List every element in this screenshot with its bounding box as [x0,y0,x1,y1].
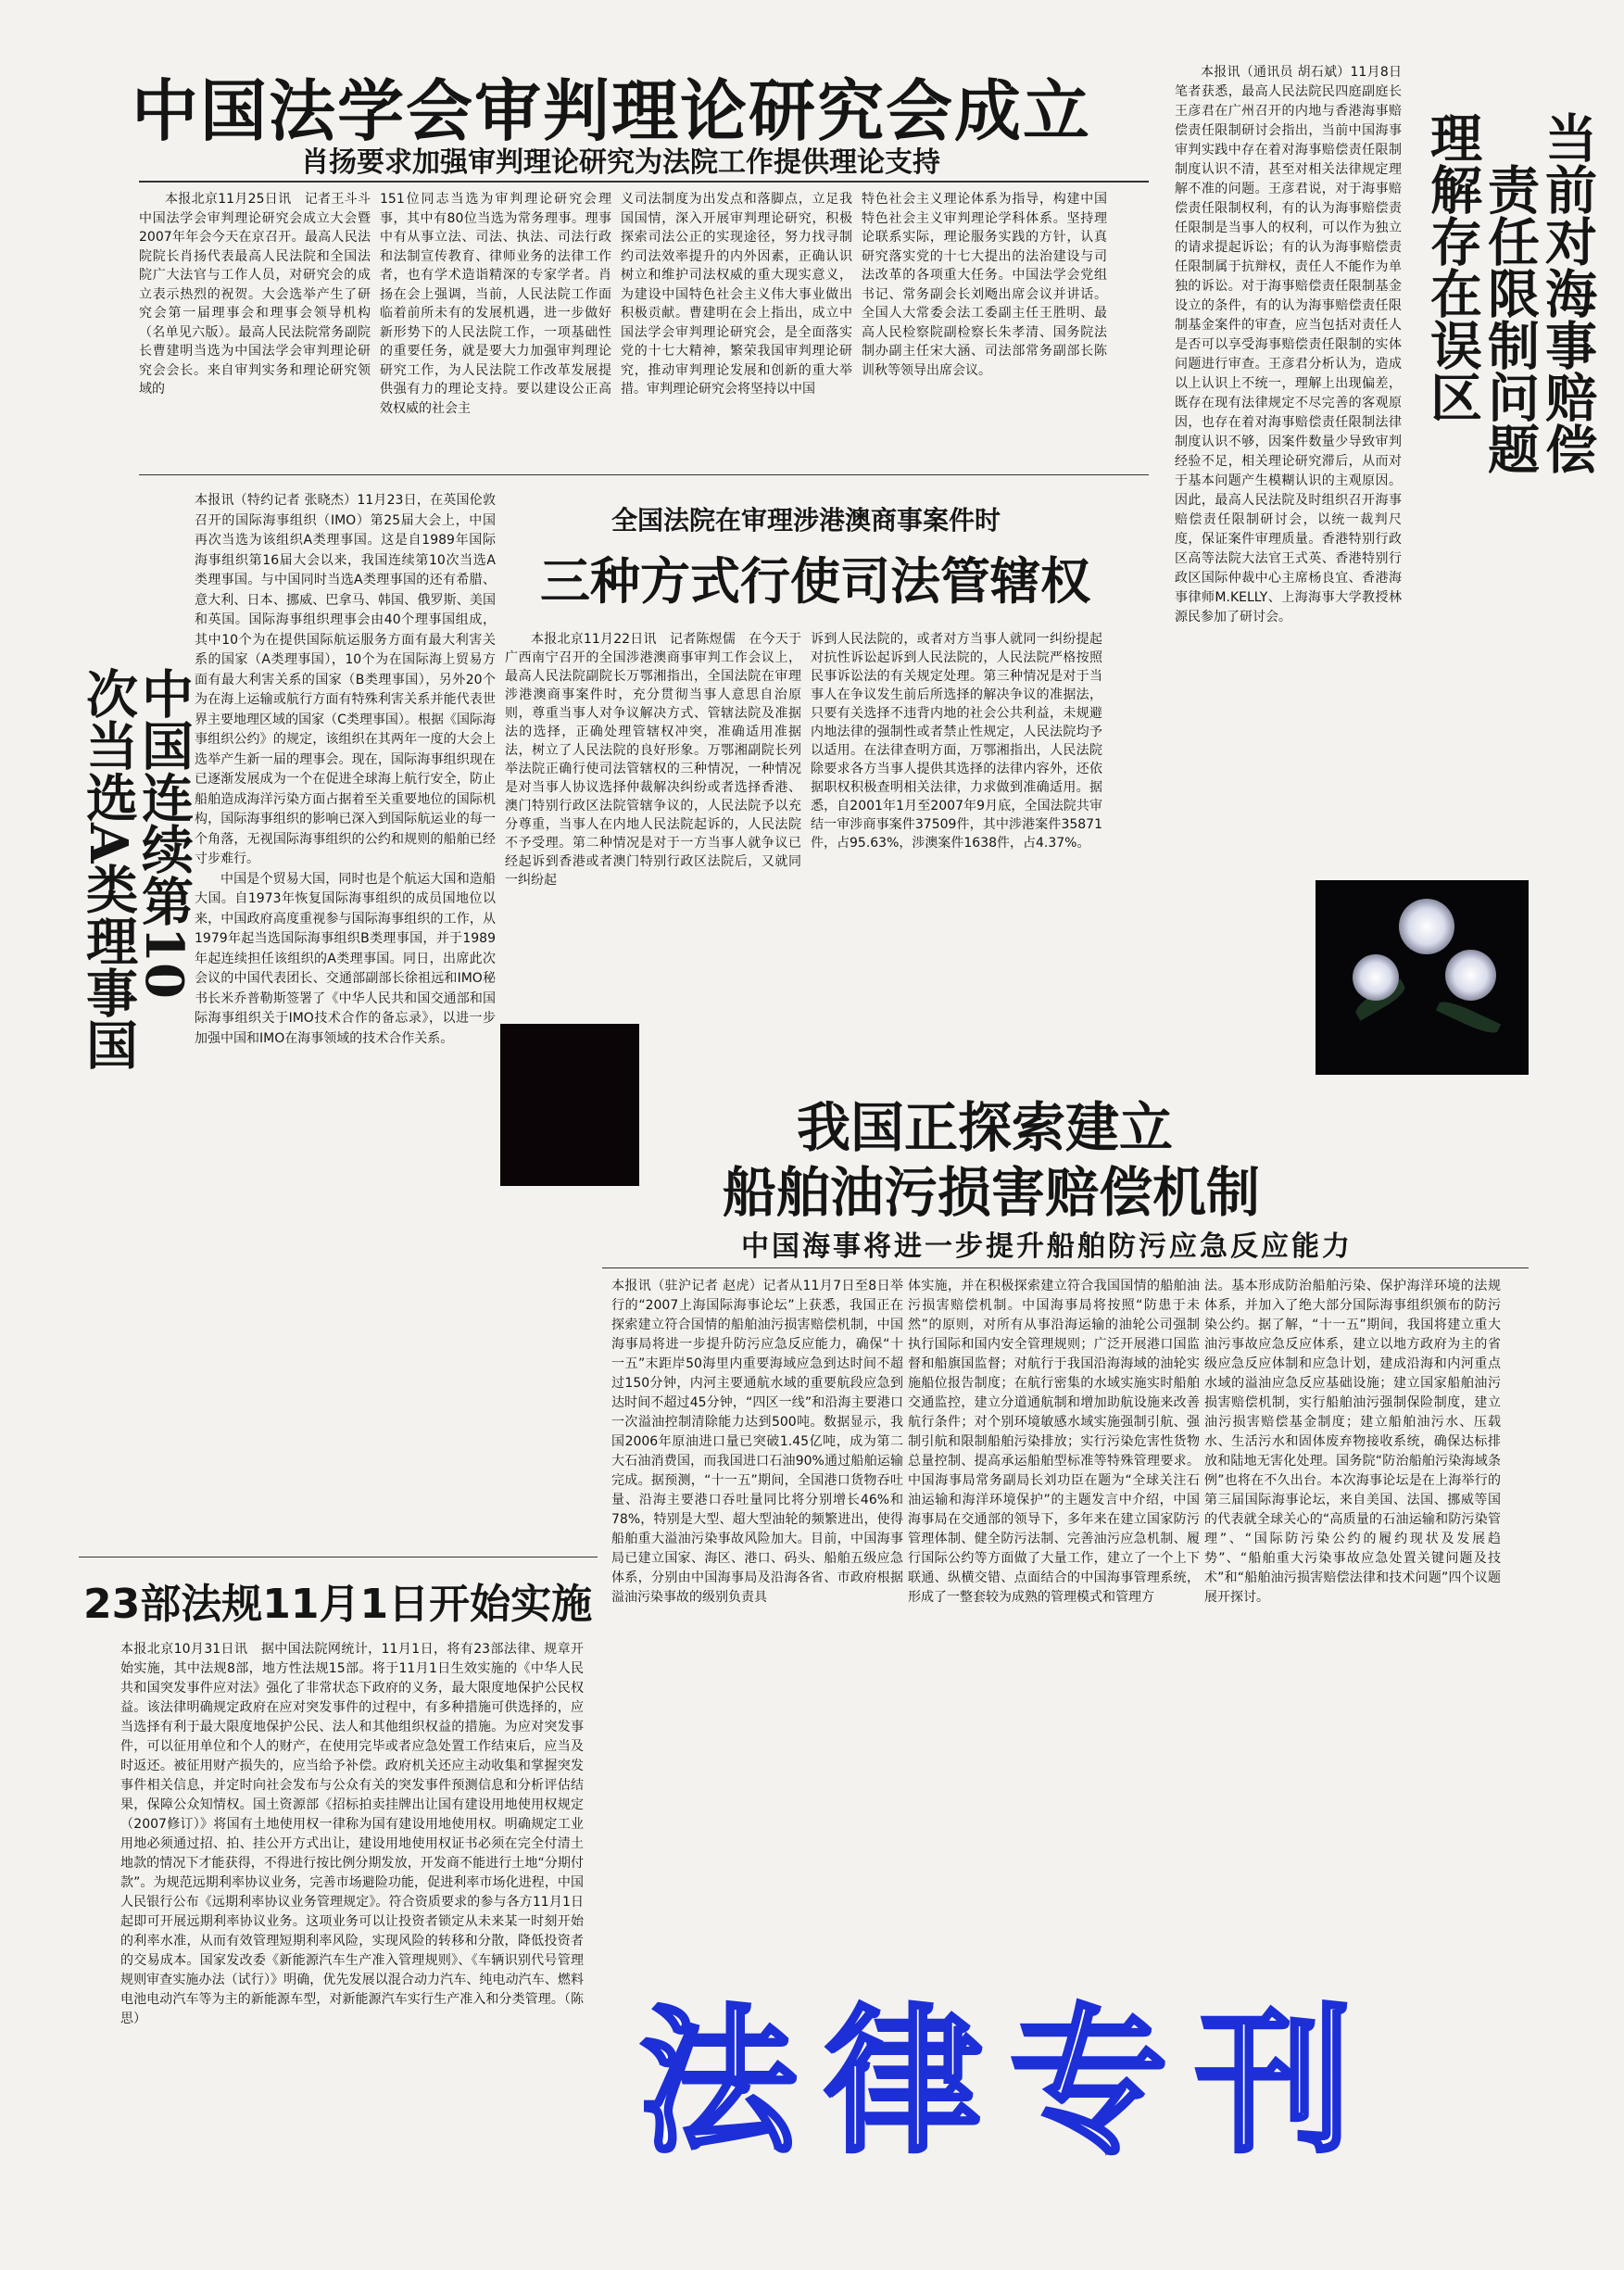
flower [1399,899,1454,954]
divider [602,1267,1529,1268]
article3-title [60,667,195,1260]
divider [139,474,1149,475]
article6-paragraph: 本报北京10月31日讯 据中国法院网统计，11月1日，将有23部法律、规章开始实施，其中法规8部，地方性法规15部。将于11月1日生效实施的《中华人民共和国突发事件应对法》强化了非常状态下政府的义务，最大限度地保护公民权益。该法律明确规定政府在应对突发事件的过程中，有多种措施可供选择的，应当选择有利于最大限度地保护公民、法人和其他组织权益的措施。为应对突发事件，可以征用单位和个人的财产，在使用完毕或者应急处置工作结束后，应当及时返还。被征用财产损失的，应当给予补偿。政府机关还应主动收集和掌握突发事件相关信息，并定时向社会发布与公众有关的突发事件预测信息和分析评估结果，保障公众知情权。国土资源部《招标拍卖挂牌出让国有建设用地使用权规定（2007修订）》将国有土地使用权一律称为国有建设用地使用权。明确规定工业用地必须通过招、拍、挂公开方式出让，建设用地使用权证书必须在完全付清土地款的情况下才能获得，不得进行按比例分期发放，开发商不能进行土地“分期付款”。为规范远期利率协议业务，完善市场避险功能，促进利率市场化进程，中国人民银行公布《远期利率协议业务管理规定》。符合资质要求的参与各方11月1日起即可开展远期利率协议业务。这项业务可以让投资者锁定从未来某一时刻开始的利率水准，从而有效管理短期利率风险，实现风险的转移和分散，降低投资者的交易成本。国家发改委《新能源汽车生产准入管理规则》、《车辆识别代号管理规则审查实施办法（试行）》明确，优先发展以混合动力汽车、纯电动汽车、燃料电池电动汽车等为主的新能源车型，对新能源汽车实行生产准入和分类管理。（陈思） [120,1642,584,2026]
article1-subtitle: 肖扬要求加强审判理论研究为法院工作提供理论支持 [301,146,940,179]
article1-paragraph: 义司法制度为出发点和落脚点，立足我国国情，深入开展审判理论研究，积极探索司法公正的实现途径，努力找寻制约司法效率提升的内外因素，正确认识树立和维护司法权威的重大现实意义，为建设中国特色社会主义伟大事业做出积极贡献。曹建明在会上指出，成立中国法学会审判理论研究会，是全面落实党的十七大精神，繁荣我国审判理论研究，推动审判理论发展和创新的重大举措。审判理论研究会将坚持以中国 [621,192,852,397]
article3-paragraph: 本报讯（特约记者 张晓杰）11月23日，在英国伦敦召开的国际海事组织（IMO）第25届大会上，中国再次当选为该组织A类理事国。这是自1989年国际海事组织第16届大会以来，我国连续第10次当选A类理事国。与中国同时当选A类理事国的还有希腊、意大利、日本、挪威、巴拿马、韩国、俄罗斯、美国和英国。国际海事组织理事会由40个理事国组成，其中10个为在提供国际航运服务方面有最大利害关系的国家（A类理事国），10个为在国际海上贸易方面有最大利害关系的国家（B类理事国），另外20个为在海上运输或航行方面有特殊利害关系并能代表世界主要地理区域的国家（C类理事国）。根据《国际海事组织公约》的规定，该组织在其两年一度的大会上选举产生新一届的理事会。现在，国际海事组织现在已逐渐发展成为一个在促进全球海上航行安全，防止船舶造成海洋污染方面占据着至关重要地位的国际机构，国际海事组织的影响已深入到国际航运业的每一个角落，无视国际海事组织的公约和规则的船舶已经寸步难行。 [195,493,496,866]
article6-text [120,1640,584,2233]
article5-paragraph: 法。基本形成防治船舶污染、保护海洋环境的法规体系，并加入了绝大部分国际海事组织颁布的防污染公约。据了解，“十一五”期间，我国将建立重大油污事故应急反应体系，建立以地方政府为主的省级应急反应体制和应急计划，建成沿海和内河重点水域的溢油应急反应基础设施；建立国家船舶油污损害赔偿机制，实行船舶油污强制保险制度，建立油污损害赔偿基金制度；建立船舶油污水、压载水、生活污水和固体废弃物接收系统，确保达标排放和陆地无害化处理。国务院“防治船舶污染海域条例”也将在不久出台。本次海事论坛是在上海举行的第三届国际海事论坛，来自美国、法国、挪威等国的代表就全球关心的“高质量的石油运输和防污染管理”、“国际防污染公约的履约现状及发展趋势”、“船舶重大污染事故应急处置关键问题及技术”和“船舶油污损害赔偿法律和技术问题”四个议题展开探讨。 [1204,1279,1501,1605]
article1-col-1 [139,190,384,468]
article3-paragraph: 中国是个贸易大国，同时也是个航运大国和造船大国。自1973年恢复国际海事组织的成员国地位以来，中国政府高度重视参与国际海事组织的工作，从1979年起当选国际海事组织B类理事国，并于1989年起连续担任该组织的A类理事国。同日，出席此次会议的中国代表团长、交通部副部长徐祖远和IMO秘书长米乔普勒斯签署了《中华人民共和国交通部和国际海事组织关于IMO技术合作的备忘录》，以进一步加强中国和IMO在海事领域的技术合作关系。 [195,871,496,1046]
article6-title: 23部法规11月1日开始实施 [83,1581,593,1628]
article4-paragraph: 诉到人民法院的，或者对方当事人就同一纠纷提起对抗性诉讼起诉到人民法院的，人民法院严格按照民事诉讼法的有关规定处理。第三种情况是对于当事人在争议发生前后所选择的解决争议的准据法，只要有关选择不违背内地的社会公共利益，未规避内地法律的强制性或者禁止性规定，人民法院均予以适用。在法律查明方面，万鄂湘指出，人民法院除要求各方当事人提供其选择的法律内容外，还依据职权积极查明相关法律，力求做到准确适用。据悉，自2001年1月至2007年9月底，全国法院共审结一审涉商事案件37509件，其中涉港案件35871件，占95.63%，涉澳案件1638件，占4.37%。 [811,632,1102,851]
article1-paragraph: 151位同志当选为审判理论研究会理事，其中有80位当选为常务理事。理事中有从事立法、司法、执法、司法行政和法制宣传教育、律师业务的法律工作者，也有学术造诣精深的专家学者。肖扬在会上强调，当前，人民法院工作面临着前所未有的发展机遇，进一步做好新形势下的人民法院工作，一项基础性的重要任务，就是要大力加强审判理论研究工作，为人民法院工作改革发展提供强有力的理论支持。要以建设公正高效权威的社会主 [380,192,611,416]
article1-col-4 [862,190,1107,468]
divider [139,181,1149,183]
article2-title-line: 当前对海事赔偿 [1537,111,1598,474]
article3-text [195,491,496,1543]
article5-col-3 [1204,1277,1501,1958]
leaf [1436,997,1501,1038]
flower-photo [1316,880,1529,1075]
article1-col-3 [621,190,852,468]
article2-title-line: 理解存在误区 [1422,111,1483,422]
article2-title-line: 责任限制问题 [1479,163,1541,474]
masthead-title: 法律专刊 [639,1989,1381,2175]
article2-paragraph: 本报讯（通讯员 胡石斌）11月8日笔者获悉，最高人民法院民四庭副庭长王彦君在广州召开的内地与香港海事赔偿责任限制研讨会指出，当前中国海事审判实践中存在着对海事赔偿责任限制制度认识不清，甚至对相关法律规定理解不准的问题。王彦君说，对于海事赔偿责任限制权利，有的认为海事赔偿责任限制是当事人的权利，可以作为独立的请求提起诉讼；有的认为海事赔偿责任限制属于抗辩权，责任人不能作为单独的诉讼。对于海事赔偿责任限制基金设立的条件，有的认为海事赔偿责任限制基金案件的审查，应当包括对责任人是否可以享受海事赔偿责任限制的实体问题进行审查。王彦君分析认为，造成以上认识上不统一，理解上出现偏差，既存在现有法律规定不尽完善的客观原因，也存在着对海事赔偿责任限制法律制度认识不够，因案件数量少导致审判经验不足，相关理论研究滞后，从而对于基本问题产生模糊认识的主观原因。因此，最高人民法院及时组织召开海事赔偿责任限制研讨会，以统一裁判尺度，保证案件审理质量。香港特别行政区高等法院大法官王式英、香港特别行政区国际仲裁中心主席杨良宜、香港海事律师M.KELLY、上海海事大学教授林源民参加了研讨会。 [1175,65,1402,624]
article5-title-line-1: 我国正探索建立 [797,1096,1174,1159]
article4-kicker: 全国法院在审理涉港澳商事案件时 [611,505,1001,536]
article4-col-2 [811,630,1102,1019]
article3-title-line: 中国连续第10 [133,667,195,999]
article2-text [1175,63,1402,943]
article1-paragraph: 本报北京11月25日讯 记者王斗斗 中国法学会审判理论研究会成立大会暨2007年年会今天在京召开。最高人民法院院长肖扬代表最高人民法院和全国法院广大法官与工作人员，对研究会的成立表示热烈的祝贺。大会选举产生了研究会第一届理事会和理事会领导机构（名单见六版）。最高人民法院常务副院长曹建明当选为中国法学会审判理论研究会会长。来自审判实务和理论研究领域的 [139,192,384,397]
article5-col-2 [908,1277,1200,1958]
article4-paragraph: 本报北京11月22日讯 记者陈煜儒 在今天于广西南宁召开的全国涉港澳商事审判工作会议上，最高人民法院副院长万鄂湘指出，全国法院在审理涉港澳商事案件时，充分贯彻当事人意思自治原则，尊重当事人对争议解决方式、管辖法院及准据法的选择，正确处理管辖权冲突，准确适用准据法，树立了人民法院的良好形象。万鄂湘副院长列举法院正确行使司法管辖权的三种情况，一种情况是对当事人协议选择仲裁解决纠纷或者选择香港、澳门特别行政区法院管辖争议的，人民法院予以充分尊重，当事人在内地人民法院起诉的，人民法院不予受理。第二种情况是对于一方当事人就争议已经起诉到香港或者澳门特别行政区法院后，又就同一纠纷起 [505,632,801,888]
flower [1445,950,1496,1001]
dark-photo [500,1024,639,1186]
article5-title-line-2: 船舶油污损害赔偿机制 [723,1161,1261,1224]
article5-paragraph: 体实施，并在积极探索建立符合我国国情的船舶油污损害赔偿机制。中国海事局将按照“防患于未然”的原则，对所有从事沿海运输的油轮公司强制执行国际和国内安全管理规则；广泛开展港口国监督和船旗国监督；对航行于我国沿海海域的油轮实施船位报告制度；在航行密集的水域实施实时船舶交通监控，建立分道通航制和增加助航设施来改善航行条件；对个别环境敏感水域实施强制引航、强制引航和限制船舶污染排放；实行污染危害性货物总量控制、提高承运船舶型标准等特殊管理要求。中国海事局常务副局长刘功臣在题为“全球关注石油运输和海洋环境保护”的主题发言中介绍，中国海事局在交通部的领导下，多年来在建立国家防污管理体制、健全防污法制、完善油污应急机制、履行国际公约等方面做了大量工作，建立了一个上下联通、纵横交错、点面结合的中国海事管理系统，形成了一整套较为成熟的管理模式和管理方 [908,1279,1200,1605]
article2-title [1417,111,1598,880]
flower [1353,954,1399,1001]
article5-paragraph: 本报讯（驻沪记者 赵虎）记者从11月7日至8日举行的“2007上海国际海事论坛”上获悉，我国正在探索建立符合国情的船舶油污损害赔偿机制，中国海事局将进一步提升防污应急反应能力，确保“十一五”末距岸50海里内重要海域应急到达时间不超过150分钟，内河主要通航水域的重要航段应急到达时间不超过45分钟，“四区一线”和沿海主要港口一次溢油控制清除能力达到500吨。数据显示，我国2006年原油进口量已突破1.45亿吨，成为第二大石油消费国，而我国进口石油90%通过船舶运输完成。据预测，“十一五”期间，全国港口货物吞吐量、沿海主要港口吞吐量同比将分别增长46%和78%，特别是大型、超大型油轮的频繁进出，使得船舶重大溢油污染事故风险加大。目前，中国海事局已建立国家、海区、港口、码头、船舶五级应急体系，分别由中国海事局及沿海各省、市政府根据溢油污染事故的级别负责具 [611,1279,903,1605]
article1-paragraph: 特色社会主义理论体系为指导，构建中国特色社会主义审判理论学科体系。坚持理论联系实际，理论服务实践的方针，认真研究落实党的十七大提出的法治建设与司法改革的各项重大任务。中国法学会党组书记、常务副会长刘飏出席会议并讲话。全国人大常委会法工委副主任王胜明、最高人民检察院副检察长朱孝清、国务院法制办副主任宋大涵、司法部常务副部长陈训秋等领导出席会议。 [862,192,1107,378]
article3-title-line: 次当选A类理事国 [78,667,139,1071]
article5-col-1 [611,1277,903,1958]
article1-col-2 [380,190,611,468]
article4-title: 三种方式行使司法管辖权 [540,551,1090,611]
article4-col-1 [505,630,801,1019]
article1-title: 中国法学会审判理论研究会成立 [131,71,1091,150]
article5-subtitle: 中国海事将进一步提升船舶防污应急反应能力 [741,1230,1353,1263]
